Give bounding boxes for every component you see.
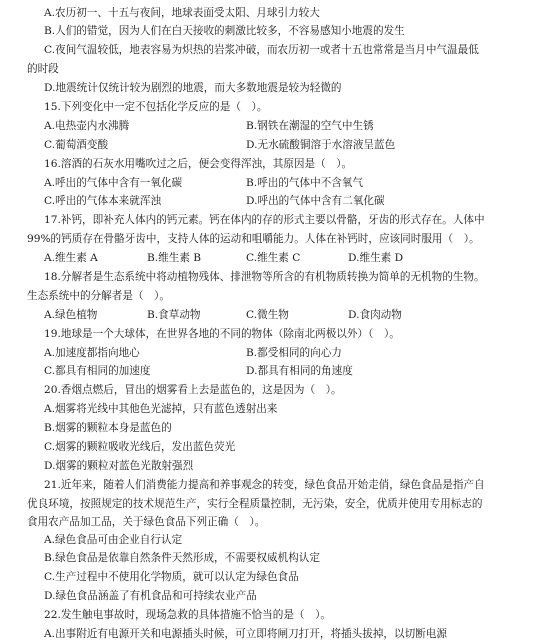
q16-option-c: C.呼出的气体本来就浑浊 [44, 195, 162, 208]
q14-option-a: A.农历初一、十五与夜间，地球表面受太阳、月球引力较大 [44, 6, 320, 19]
q19-option-b: B.都受相同的向心力 [246, 346, 342, 359]
q22-option-a: A.出事附近有电源开关和电源插头时候，可立即将闸刀打开，将插头拔掉，以切断电源 [44, 628, 447, 640]
q15-option-b: B.钢铁在潮湿的空气中生锈 [246, 119, 374, 132]
q20-stem: 20.香烟点燃后，冒出的烟雾看上去是蓝色的，这是因为（ ）。 [44, 384, 342, 397]
q16-option-b: B.呼出的气体中不含氧气 [246, 176, 364, 189]
q15-stem: 15.下列变化中一定不包括化学反应的是（ ）。 [44, 101, 268, 114]
q21-option-a: A.绿色食品可由企业自行认定 [44, 533, 183, 546]
q18-stem: 18.分解者是生态系统中将动植物残体、排泄物等所含的有机物质转换为简单的无机物的生物。 [44, 270, 485, 283]
q17-option-d: D.维生素 D [348, 252, 404, 265]
q15-option-d: D.无水硫酸铜溶于水溶液呈蓝色 [246, 138, 396, 151]
q20-option-c: C.烟雾的颗粒吸收光线后，发出蓝色荧光 [44, 440, 236, 453]
q15-option-c: C.葡萄酒变酸 [44, 138, 109, 151]
q19-option-a: A.加速度都指向地心 [44, 346, 140, 359]
q21-stem-cont-1: 优良环境，按照规定的技术规范生产，实行全程质量控制，无污染，安全，优质并使用专用标志的 [27, 497, 483, 510]
q19-option-d: D.都具有相同的角速度 [246, 365, 353, 378]
q21-option-d: D.绿色食品涵盖了有机食品和可持续农业产品 [44, 590, 257, 603]
q16-stem: 16.溶酒的石灰水用嘴吹过之后，便会变得浑浊，其原因是（ ）。 [44, 157, 353, 170]
q18-option-a: A.绿色植物 [44, 308, 98, 321]
q19-stem: 19.地球是一个大球体，在世界各地的不同的物体（除南北两极以外）（ ）。 [44, 327, 400, 340]
q21-option-b: B.绿色食品是依靠自然条件天然形成，不需要权威机构认定 [44, 552, 320, 565]
q21-stem-cont-2: 食用农产品加工品，关于绿色食品下列正确（ ）。 [27, 516, 266, 529]
q17-stem-cont: 99%的钙质存在骨骼牙齿中，支持人体的运动和咀嚼能力。人体在补钙时，应该同时服用（ ）。 [27, 233, 480, 246]
q22-stem: 22.发生触电事故时，现场急救的具体措施不恰当的是（ ）。 [44, 609, 331, 622]
q14-option-b: B.人们的错觉，因为人们在白天接收的刺激比较多，不容易感知小地震的发生 [44, 25, 405, 38]
q20-option-d: D.烟雾的颗粒对蓝色光散射强烈 [44, 459, 194, 472]
q17-option-a: A.维生素 A [44, 252, 98, 265]
q14-option-c-cont: 的时段 [27, 63, 59, 76]
q20-option-a: A.烟雾将光线中其他色光滤掉，只有蓝色透射出来 [44, 403, 278, 416]
q20-option-b: B.烟雾的颗粒本身是蓝色的 [44, 422, 172, 435]
q18-option-b: B.食草动物 [147, 308, 201, 321]
q19-option-c: C.都具有相同的加速度 [44, 365, 151, 378]
q16-option-d: D.呼出的气体中含有二氧化碳 [246, 195, 385, 208]
q16-option-a: A.呼出的气体中含有一氧化碳 [44, 176, 183, 189]
q21-option-c: C.生产过程中不使用化学物质，就可以认定为绿色食品 [44, 571, 299, 584]
q17-option-b: B.维生素 B [147, 252, 202, 265]
q14-option-d: D.地震统计仅统计较为剧烈的地震，而大多数地震是较为轻微的 [44, 82, 342, 95]
q14-option-c: C.夜间气温较低，地表容易为炽热的岩浆冲破，而农历初一或者十五也常常是当月中气温最低 [44, 44, 479, 57]
q18-option-d: D.食肉动物 [348, 308, 402, 321]
q17-stem: 17.补钙，即补充人体内的钙元素。钙在体内的存的形式主要以骨骼，牙齿的形式存在。人体中 [44, 214, 485, 227]
q21-stem: 21.近年来，随着人们消费能力提高和养事观念的转变，绿色食品开始走俏，绿色食品是指产自 [44, 478, 485, 491]
q18-option-c: C.微生物 [246, 308, 289, 321]
q15-option-a: A.电热壶内水沸腾 [44, 119, 130, 132]
q18-stem-cont: 生态系统中的分解者是（ ）。 [27, 289, 171, 302]
q17-option-c: C.维生素 C [246, 252, 301, 265]
